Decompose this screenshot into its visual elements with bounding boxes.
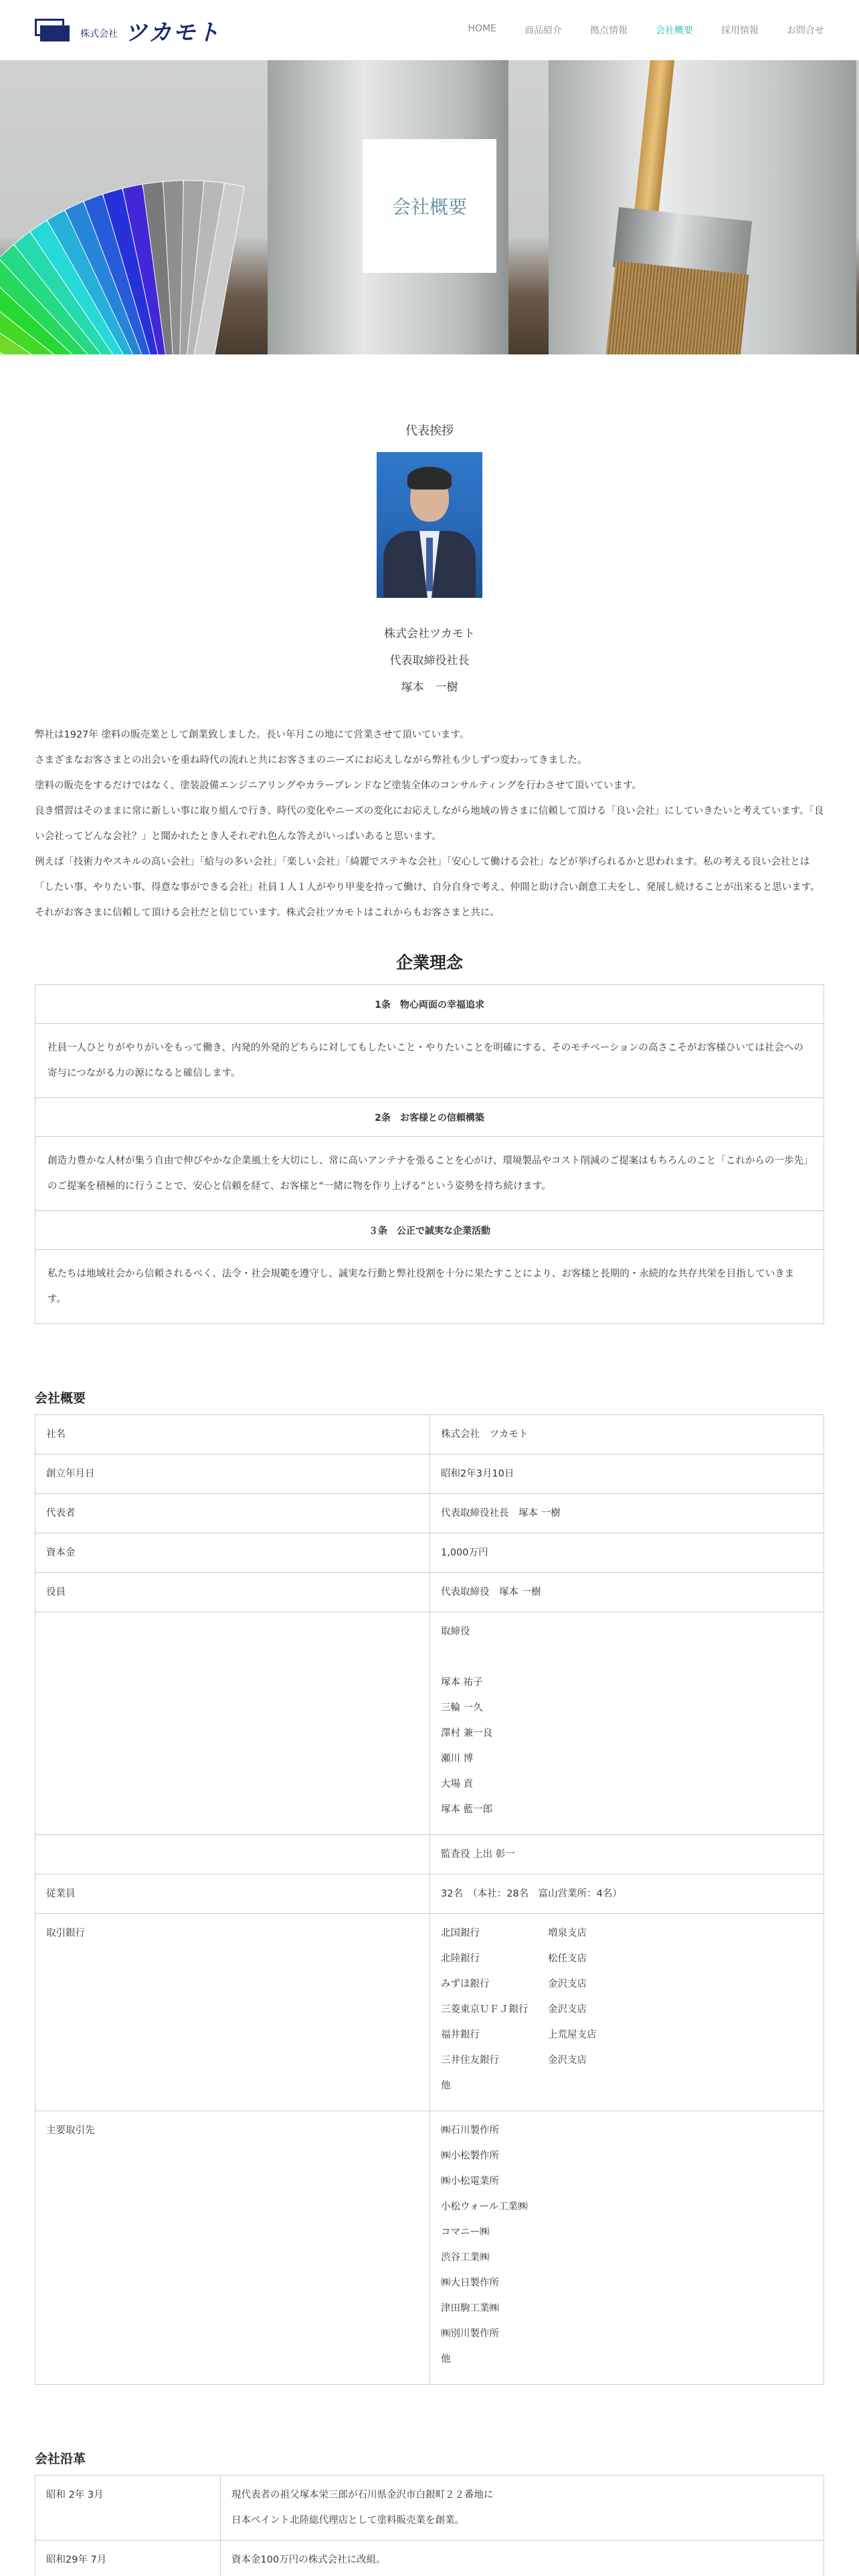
greeting-position: 代表取締役社長	[389, 654, 470, 667]
logo-mark-icon	[35, 19, 74, 41]
table-row	[35, 1573, 824, 1612]
history-event	[221, 2541, 824, 2576]
philosophy-article-body: 社員一人ひとりがやりがいをもって働き、内発的外発的どちらに対してもしたいこと・やりたいことを明確にする、そのモチベーションの高さこそがお客様ひいては社会への寄与につながる力の源になると確信します。	[35, 1024, 824, 1098]
ceo-portrait	[377, 452, 482, 598]
client-name: ㈱石川製作所	[441, 2125, 499, 2136]
history-event-line: 現代表者の祖父塚本栄三郎が石川県金沢市白銀町２２番地に	[231, 2490, 494, 2500]
client-name: コマニー㈱	[441, 2227, 490, 2238]
bank-row	[441, 2048, 813, 2073]
director-name: 大場 貢	[441, 1779, 474, 1790]
ceo-greeting	[0, 354, 859, 701]
client-name: 渋谷工業㈱	[441, 2252, 490, 2263]
bank-branch: 金沢支店	[548, 1979, 587, 1990]
message-paragraph: それがお客さまに信頼して頂ける会社だと信じています。株式会社ツカモトはこれからもお客さまと共に。	[35, 907, 500, 918]
client-name: 津田駒工業㈱	[441, 2303, 499, 2314]
greeting-name: 塚本 一樹	[401, 681, 458, 694]
bank-name: 北国銀行	[441, 1928, 480, 1939]
company-logo[interactable]	[35, 14, 221, 47]
bank-branch: 金沢支店	[548, 2004, 587, 2015]
bank-row	[441, 2022, 813, 2048]
site-header	[0, 0, 859, 60]
director-name: 塚本 藍一郎	[441, 1804, 493, 1815]
history-event-line: 日本ペイント北陸総代理店として塗料販売業を創業。	[231, 2515, 464, 2526]
history-date: 昭和 2年 3月	[35, 2476, 221, 2541]
table-row	[35, 2541, 824, 2576]
philosophy-article-body: 私たちは地域社会から信頼されるべく、法令・社会規範を遵守し、誠実な行動と弊社役割を十分に果たすことにより、お客様と長期的・永続的な共存共栄を目指していきます。	[47, 1269, 795, 1305]
bank-name: 三菱東京ＵＦＪ銀行	[441, 2004, 529, 2015]
table-value: 昭和2年3月10日	[430, 1455, 824, 1494]
bank-name: 北陸銀行	[441, 1953, 480, 1964]
table-key: 資本金	[35, 1533, 430, 1573]
nav-company[interactable]: 会社概要	[656, 25, 693, 36]
message-paragraph: 塗料の販売をするだけではなく、塗装設備エンジニアリングやカラーブレンドなど塗装全体のコンサルティングを行わさせて頂いています。	[35, 780, 642, 791]
message-paragraph: さまざまなお客さまとの出会いを重ね時代の流れと共にお客さまのニーズにお応えしながら弊社も少しずつ変わってきました。	[35, 755, 587, 766]
bank-branch: 上荒屋支店	[548, 2030, 597, 2040]
banks-cell	[430, 1914, 824, 2111]
table-row	[35, 1914, 824, 2111]
table-value: 代表取締役 塚本 一樹	[430, 1573, 824, 1612]
paint-brush-bristles	[605, 261, 749, 354]
table-key: 創立年月日	[35, 1455, 430, 1494]
overview-title: 会社概要	[35, 1391, 86, 1406]
message-paragraph: 良き慣習はそのままに常に新しい事に取り組んで行き、時代の変化やニーズの変化にお応えしながら地域の皆さまに信頼して頂ける「良い会社」にしていきたいと考えています。「良い会社ってどんな会社？」と聞かれたとき人それぞれ色んな答えがいっぱいあると思います。	[35, 806, 824, 842]
history-title: 会社沿革	[35, 2452, 86, 2466]
hero-banner	[0, 60, 859, 354]
director-name: 瀬川 博	[441, 1753, 474, 1764]
directors-label: 取締役	[441, 1626, 470, 1637]
table-row	[35, 1835, 824, 1874]
directors-cell	[430, 1612, 824, 1835]
client-name: ㈱別川製作所	[441, 2329, 499, 2339]
philosophy-box	[35, 984, 824, 1324]
history-date: 昭和29年 7月	[35, 2541, 221, 2576]
client-name: ㈱大日製作所	[441, 2278, 499, 2288]
philosophy-article-heading: ３条 公正で誠実な企業活動	[35, 1211, 824, 1250]
history-event-line: 資本金100万円の株式会社に改組。	[231, 2555, 386, 2565]
table-key: 主要取引先	[35, 2111, 430, 2385]
client-name: ㈱小松電業所	[441, 2176, 499, 2187]
overview-table	[35, 1414, 824, 2385]
table-key: 従業員	[35, 1874, 430, 1914]
table-value: 1,000万円	[430, 1533, 824, 1573]
auditor-cell: 監査役 上出 彰一	[430, 1835, 824, 1874]
logo-prefix: 株式会社	[80, 29, 118, 39]
clients-cell	[430, 2111, 824, 2385]
message-paragraph: 例えば「技術力やスキルの高い会社」「給与の多い会社」「楽しい会社」「綺麗でステキな会社」「安心して働ける会社」などが挙げられるかと思われます。私の考える良い会社とは「したい事、やりたい事、得意な事ができる会社」社員１人１人がやり甲斐を持って働け、自分自身で考え、仲間と助け合い創意工夫をし、発展し続けることが出来ると思います。	[35, 857, 820, 893]
client-name: ㈱小松製作所	[441, 2151, 499, 2161]
greeting-title: 代表挨拶	[405, 424, 454, 438]
banks-other: 他	[441, 2080, 451, 2091]
greeting-company: 株式会社ツカモト	[384, 627, 475, 641]
table-value: 代表取締役社長 塚本 一樹	[430, 1494, 824, 1533]
clients-other: 他	[441, 2354, 451, 2365]
table-key-empty	[35, 1835, 430, 1874]
table-row	[35, 1612, 824, 1835]
table-row	[35, 1455, 824, 1494]
bank-row	[441, 1946, 813, 1971]
bank-row	[441, 1921, 813, 1946]
table-key: 社名	[35, 1415, 430, 1455]
table-row	[35, 1533, 824, 1573]
bank-row	[441, 1997, 813, 2022]
director-name: 三輪 一久	[441, 1703, 483, 1713]
history-event	[221, 2476, 824, 2541]
bank-name: 福井銀行	[441, 2030, 480, 2040]
nav-products[interactable]: 商品紹介	[524, 25, 562, 36]
hero-title-card	[363, 139, 496, 273]
philosophy-article-body: 創造力豊かな人材が集う自由で伸びやかな企業風土を大切にし、常に高いアンテナを張ることを心がけ、環境製品やコスト削減のご提案はもちろんのこと「これからの一歩先」のご提案を積極的に行うことで、安心と信頼を経て、お客様と“一緒に物を作り上げる”という姿勢を持ち続けます。	[35, 1137, 824, 1211]
table-key: 役員	[35, 1573, 430, 1612]
nav-locations[interactable]: 拠点情報	[590, 25, 628, 36]
philosophy-title: 企業理念	[395, 953, 463, 972]
nav-recruit[interactable]: 採用情報	[721, 25, 759, 36]
table-key-empty	[35, 1612, 430, 1835]
client-name: 小松ウォール工業㈱	[441, 2202, 528, 2212]
logo-name: ツカモト	[124, 19, 221, 46]
table-key: 取引銀行	[35, 1914, 430, 2111]
bank-row	[441, 1971, 813, 1997]
director-name: 澤村 兼一良	[441, 1728, 493, 1739]
table-row	[35, 1415, 824, 1455]
bank-branch: 金沢支店	[548, 2055, 587, 2066]
bank-branch: 松任支店	[548, 1953, 587, 1964]
hero-title: 会社概要	[391, 196, 467, 218]
philosophy-article-heading: 2条 お客様との信頼構築	[35, 1098, 824, 1137]
main-nav	[468, 23, 824, 37]
bank-branch: 増泉支店	[548, 1928, 587, 1939]
table-row	[35, 1874, 824, 1914]
history-table	[35, 2475, 824, 2576]
bank-name: 三井住友銀行	[441, 2055, 499, 2066]
nav-contact[interactable]: お問合せ	[787, 25, 824, 36]
director-name: 塚本 祐子	[441, 1677, 483, 1688]
philosophy-article-heading: 1条 物心両面の幸福追求	[35, 985, 824, 1024]
table-row	[35, 2111, 824, 2385]
table-key: 代表者	[35, 1494, 430, 1533]
nav-home[interactable]: HOME	[468, 23, 496, 34]
color-swatch-fan-image	[0, 167, 401, 354]
table-value: 株式会社 ツカモト	[430, 1415, 824, 1455]
greeting-message	[35, 722, 824, 926]
table-row	[35, 1494, 824, 1533]
message-paragraph: 弊社は1927年 塗料の販売業として創業致しました。長い年月この地にて営業させて頂いています。	[35, 730, 470, 740]
table-value: 32名 （本社：28名 富山営業所：4名）	[430, 1874, 824, 1914]
bank-name: みずほ銀行	[441, 1979, 490, 1990]
table-row	[35, 2476, 824, 2541]
